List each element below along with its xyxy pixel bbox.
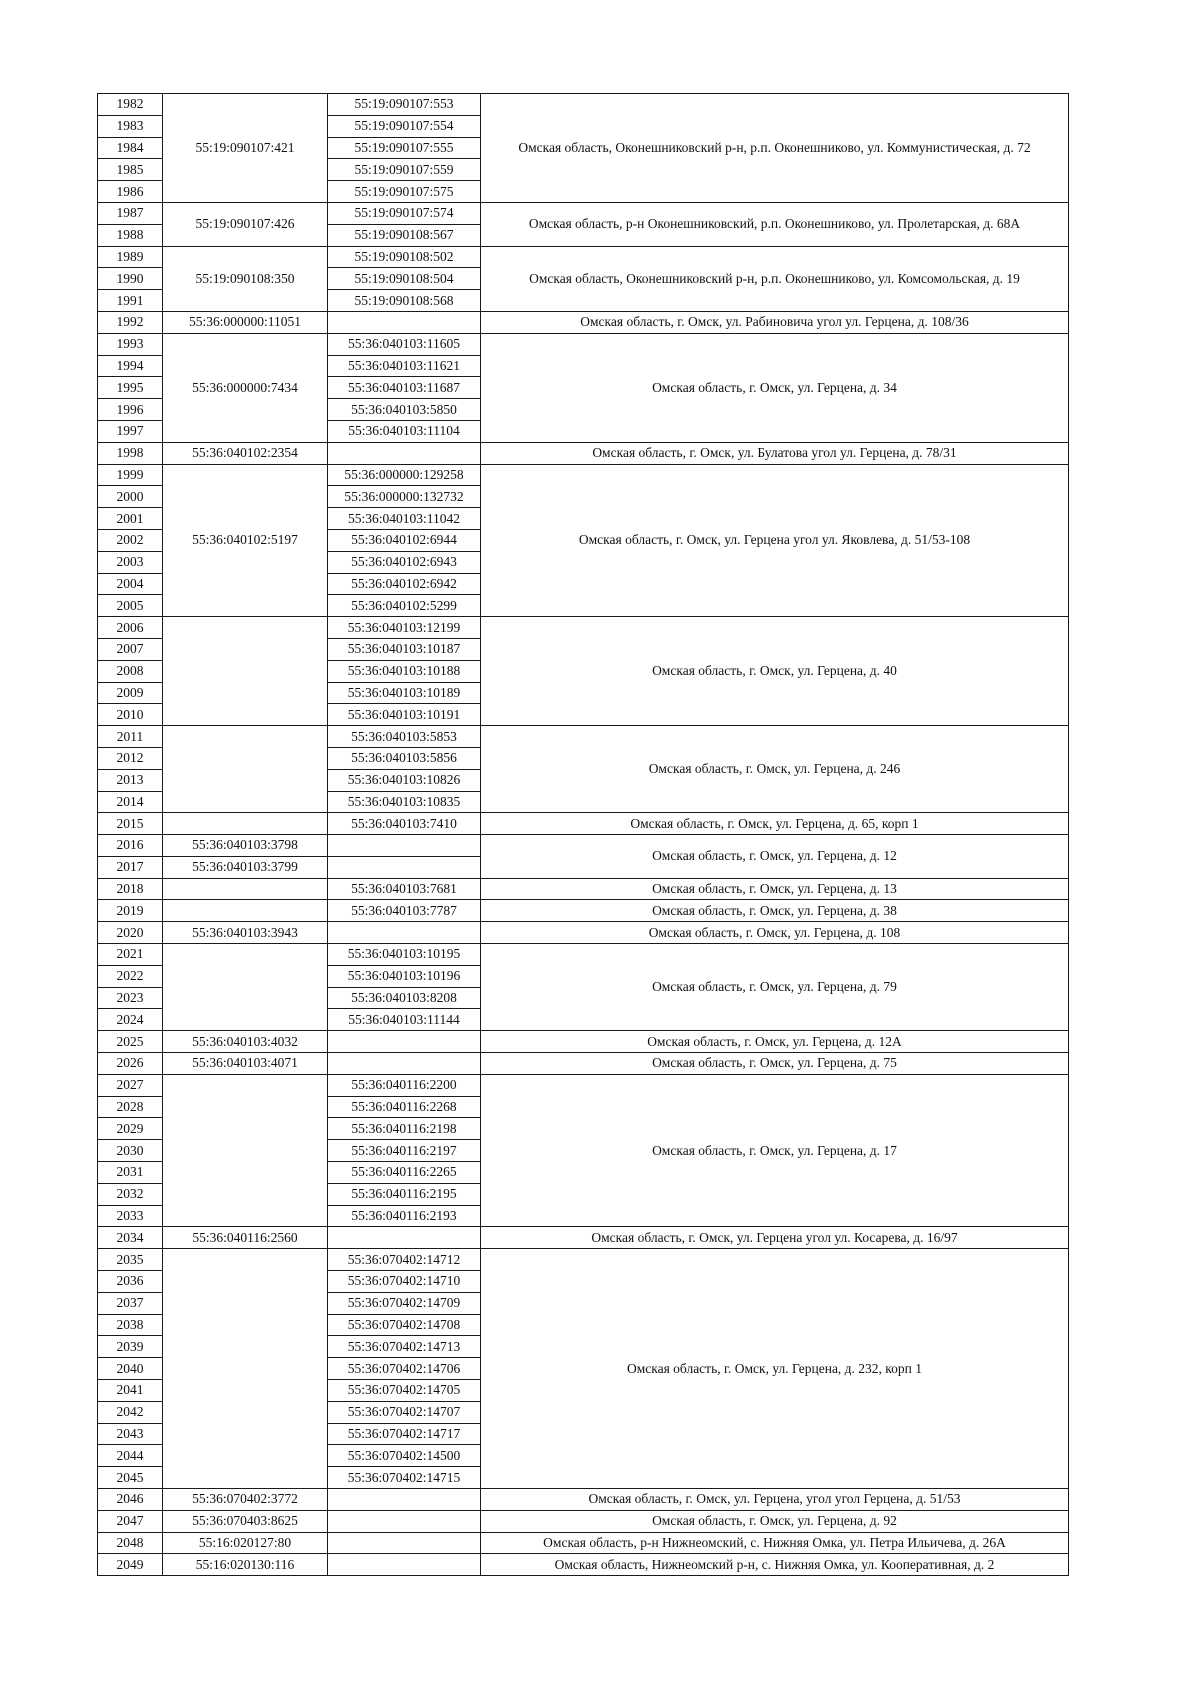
cadastral-number-cell [163,1074,328,1227]
row-number-cell: 2030 [98,1140,163,1162]
table-row [98,202,1069,224]
row-number-cell: 2041 [98,1380,163,1402]
cadastral-number-cell [163,878,328,900]
premises-cadastral-number-cell: 55:36:040116:2193 [328,1205,481,1227]
row-number-cell: 2037 [98,1292,163,1314]
premises-cadastral-number-cell: 55:36:040103:10187 [328,638,481,660]
row-number-cell: 2027 [98,1074,163,1096]
address-cell: Омская область, г. Омск, ул. Герцена, д. 92 [481,1510,1069,1532]
row-number-cell: 2049 [98,1554,163,1576]
row-number-cell: 2045 [98,1467,163,1489]
cadastral-number-cell: 55:36:040103:3798 [163,835,328,857]
row-number-cell: 2043 [98,1423,163,1445]
address-cell: Омская область, г. Омск, ул. Герцена, д. 17 [481,1074,1069,1227]
cadastral-number-cell [163,900,328,922]
address-cell: Омская область, г. Омск, ул. Герцена угол ул. Косарева, д. 16/97 [481,1227,1069,1249]
address-cell: Омская область, Нижнеомский р-н, с. Нижняя Омка, ул. Кооперативная, д. 2 [481,1554,1069,1576]
premises-cadastral-number-cell: 55:19:090107:575 [328,181,481,203]
address-cell: Омская область, р-н Оконешниковский, р.п. Оконешниково, ул. Пролетарская, д. 68А [481,202,1069,246]
premises-cadastral-number-cell: 55:36:040103:10195 [328,944,481,966]
row-number-cell: 2019 [98,900,163,922]
address-cell: Омская область, г. Омск, ул. Герцена, д. 79 [481,944,1069,1031]
row-number-cell: 2008 [98,660,163,682]
row-number-cell: 2015 [98,813,163,835]
row-number-cell: 2024 [98,1009,163,1031]
address-cell: Омская область, г. Омск, ул. Герцена, д. 232, корп 1 [481,1249,1069,1489]
row-number-cell: 2036 [98,1271,163,1293]
row-number-cell: 1987 [98,202,163,224]
premises-cadastral-number-cell: 55:36:040103:12199 [328,617,481,639]
cadastral-number-cell: 55:36:000000:11051 [163,311,328,333]
premises-cadastral-number-cell: 55:36:000000:132732 [328,486,481,508]
row-number-cell: 1986 [98,181,163,203]
premises-cadastral-number-cell: 55:36:070402:14706 [328,1358,481,1380]
row-number-cell: 2018 [98,878,163,900]
address-cell: Омская область, г. Омск, ул. Герцена, д. 108 [481,922,1069,944]
row-number-cell: 2039 [98,1336,163,1358]
row-number-cell: 2012 [98,747,163,769]
row-number-cell: 2021 [98,944,163,966]
row-number-cell: 2042 [98,1401,163,1423]
premises-cadastral-number-cell: 55:19:090107:553 [328,94,481,116]
premises-cadastral-number-cell [328,922,481,944]
cadastral-number-cell: 55:19:090108:350 [163,246,328,311]
table-row [98,1532,1069,1554]
row-number-cell: 2032 [98,1183,163,1205]
premises-cadastral-number-cell: 55:36:040103:11605 [328,333,481,355]
row-number-cell: 2003 [98,551,163,573]
cadastral-number-cell [163,1249,328,1489]
cadastral-number-cell [163,813,328,835]
table-row [98,1053,1069,1075]
cadastral-number-cell: 55:36:070403:8625 [163,1510,328,1532]
premises-cadastral-number-cell [328,1053,481,1075]
row-number-cell: 2031 [98,1162,163,1184]
registry-table [97,93,1069,1576]
row-number-cell: 2046 [98,1489,163,1511]
premises-cadastral-number-cell: 55:19:090108:567 [328,224,481,246]
cadastral-number-cell: 55:16:020127:80 [163,1532,328,1554]
premises-cadastral-number-cell: 55:19:090108:502 [328,246,481,268]
table-row [98,333,1069,355]
premises-cadastral-number-cell: 55:36:040103:10196 [328,965,481,987]
address-cell: Омская область, г. Омск, ул. Герцена, угол угол Герцена, д. 51/53 [481,1489,1069,1511]
premises-cadastral-number-cell: 55:36:040103:10191 [328,704,481,726]
table-row [98,246,1069,268]
cadastral-number-cell: 55:19:090107:421 [163,94,328,203]
premises-cadastral-number-cell [328,1554,481,1576]
table-row [98,311,1069,333]
premises-cadastral-number-cell: 55:36:040102:6943 [328,551,481,573]
row-number-cell: 1995 [98,377,163,399]
row-number-cell: 2004 [98,573,163,595]
address-cell: Омская область, г. Омск, ул. Рабиновича угол ул. Герцена, д. 108/36 [481,311,1069,333]
premises-cadastral-number-cell [328,1227,481,1249]
row-number-cell: 1998 [98,442,163,464]
table-row [98,726,1069,748]
cadastral-number-cell [163,944,328,1031]
table-row [98,1227,1069,1249]
row-number-cell: 1984 [98,137,163,159]
row-number-cell: 1992 [98,311,163,333]
cadastral-number-cell: 55:36:040103:3943 [163,922,328,944]
premises-cadastral-number-cell: 55:19:090107:554 [328,115,481,137]
row-number-cell: 2038 [98,1314,163,1336]
row-number-cell: 2002 [98,529,163,551]
row-number-cell: 2047 [98,1510,163,1532]
row-number-cell: 2034 [98,1227,163,1249]
premises-cadastral-number-cell: 55:36:040103:5856 [328,747,481,769]
premises-cadastral-number-cell: 55:36:040116:2198 [328,1118,481,1140]
premises-cadastral-number-cell: 55:19:090107:559 [328,159,481,181]
premises-cadastral-number-cell: 55:36:040103:7681 [328,878,481,900]
row-number-cell: 2017 [98,856,163,878]
premises-cadastral-number-cell: 55:36:070402:14705 [328,1380,481,1402]
premises-cadastral-number-cell [328,856,481,878]
premises-cadastral-number-cell [328,1510,481,1532]
row-number-cell: 1991 [98,290,163,312]
row-number-cell: 2044 [98,1445,163,1467]
table-row [98,1554,1069,1576]
cadastral-number-cell: 55:36:040116:2560 [163,1227,328,1249]
row-number-cell: 2035 [98,1249,163,1271]
premises-cadastral-number-cell: 55:19:090108:504 [328,268,481,290]
row-number-cell: 2020 [98,922,163,944]
row-number-cell: 1982 [98,94,163,116]
address-cell: Омская область, г. Омск, ул. Герцена угол ул. Яковлева, д. 51/53-108 [481,464,1069,617]
table-row [98,922,1069,944]
premises-cadastral-number-cell: 55:36:000000:129258 [328,464,481,486]
premises-cadastral-number-cell: 55:36:040103:7787 [328,900,481,922]
table-row [98,1249,1069,1271]
cadastral-number-cell: 55:36:040103:3799 [163,856,328,878]
row-number-cell: 2016 [98,835,163,857]
premises-cadastral-number-cell: 55:36:070402:14708 [328,1314,481,1336]
row-number-cell: 2022 [98,965,163,987]
premises-cadastral-number-cell: 55:36:040103:10826 [328,769,481,791]
premises-cadastral-number-cell: 55:36:070402:14717 [328,1423,481,1445]
premises-cadastral-number-cell: 55:36:040116:2195 [328,1183,481,1205]
premises-cadastral-number-cell: 55:19:090107:555 [328,137,481,159]
premises-cadastral-number-cell: 55:36:040103:11621 [328,355,481,377]
row-number-cell: 1989 [98,246,163,268]
premises-cadastral-number-cell: 55:36:070402:14715 [328,1467,481,1489]
premises-cadastral-number-cell: 55:36:070402:14713 [328,1336,481,1358]
premises-cadastral-number-cell: 55:36:040103:10188 [328,660,481,682]
cadastral-number-cell: 55:36:040103:4032 [163,1031,328,1053]
row-number-cell: 2029 [98,1118,163,1140]
address-cell: Омская область, г. Омск, ул. Герцена, д. 75 [481,1053,1069,1075]
premises-cadastral-number-cell [328,1532,481,1554]
premises-cadastral-number-cell: 55:36:070402:14710 [328,1271,481,1293]
premises-cadastral-number-cell: 55:36:040102:6942 [328,573,481,595]
premises-cadastral-number-cell: 55:36:040103:7410 [328,813,481,835]
row-number-cell: 2000 [98,486,163,508]
address-cell: Омская область, г. Омск, ул. Герцена, д. 40 [481,617,1069,726]
address-cell: Омская область, г. Омск, ул. Герцена, д. 12А [481,1031,1069,1053]
row-number-cell: 1996 [98,399,163,421]
row-number-cell: 1983 [98,115,163,137]
cadastral-number-cell: 55:19:090107:426 [163,202,328,246]
cadastral-number-cell: 55:36:070402:3772 [163,1489,328,1511]
table-row [98,1510,1069,1532]
table-row [98,1031,1069,1053]
row-number-cell: 2028 [98,1096,163,1118]
row-number-cell: 1990 [98,268,163,290]
premises-cadastral-number-cell: 55:36:070402:14712 [328,1249,481,1271]
row-number-cell: 2033 [98,1205,163,1227]
cadastral-number-cell: 55:36:000000:7434 [163,333,328,442]
table-row [98,617,1069,639]
premises-cadastral-number-cell: 55:36:040103:5850 [328,399,481,421]
address-cell: Омская область, г. Омск, ул. Герцена, д. 12 [481,835,1069,879]
table-row [98,1074,1069,1096]
registry-table-body [98,94,1069,1576]
table-row [98,878,1069,900]
row-number-cell: 1999 [98,464,163,486]
row-number-cell: 1997 [98,420,163,442]
table-row [98,835,1069,857]
row-number-cell: 2001 [98,508,163,530]
row-number-cell: 2011 [98,726,163,748]
premises-cadastral-number-cell: 55:36:070402:14500 [328,1445,481,1467]
row-number-cell: 1993 [98,333,163,355]
premises-cadastral-number-cell: 55:36:040102:5299 [328,595,481,617]
premises-cadastral-number-cell: 55:36:040103:10189 [328,682,481,704]
premises-cadastral-number-cell: 55:19:090107:574 [328,202,481,224]
row-number-cell: 2013 [98,769,163,791]
table-row [98,1489,1069,1511]
table-row [98,442,1069,464]
premises-cadastral-number-cell: 55:36:040116:2268 [328,1096,481,1118]
premises-cadastral-number-cell: 55:36:040103:11104 [328,420,481,442]
address-cell: Омская область, Оконешниковский р-н, р.п. Оконешниково, ул. Коммунистическая, д. 72 [481,94,1069,203]
row-number-cell: 2006 [98,617,163,639]
premises-cadastral-number-cell: 55:36:040102:6944 [328,529,481,551]
row-number-cell: 2007 [98,638,163,660]
premises-cadastral-number-cell: 55:36:040103:5853 [328,726,481,748]
cadastral-number-cell [163,617,328,726]
premises-cadastral-number-cell: 55:36:070402:14707 [328,1401,481,1423]
premises-cadastral-number-cell [328,1489,481,1511]
premises-cadastral-number-cell: 55:19:090108:568 [328,290,481,312]
table-row [98,900,1069,922]
premises-cadastral-number-cell: 55:36:040116:2197 [328,1140,481,1162]
table-row [98,813,1069,835]
row-number-cell: 2009 [98,682,163,704]
premises-cadastral-number-cell: 55:36:040116:2265 [328,1162,481,1184]
premises-cadastral-number-cell: 55:36:040103:11687 [328,377,481,399]
row-number-cell: 2010 [98,704,163,726]
premises-cadastral-number-cell: 55:36:070402:14709 [328,1292,481,1314]
address-cell: Омская область, р-н Нижнеомский, с. Нижняя Омка, ул. Петра Ильичева, д. 26А [481,1532,1069,1554]
address-cell: Омская область, г. Омск, ул. Герцена, д. 34 [481,333,1069,442]
cadastral-number-cell [163,726,328,813]
table-row [98,94,1069,116]
row-number-cell: 2005 [98,595,163,617]
premises-cadastral-number-cell [328,442,481,464]
row-number-cell: 2023 [98,987,163,1009]
premises-cadastral-number-cell: 55:36:040103:8208 [328,987,481,1009]
row-number-cell: 2048 [98,1532,163,1554]
premises-cadastral-number-cell [328,835,481,857]
address-cell: Омская область, г. Омск, ул. Герцена, д. 246 [481,726,1069,813]
row-number-cell: 1985 [98,159,163,181]
premises-cadastral-number-cell: 55:36:040116:2200 [328,1074,481,1096]
premises-cadastral-number-cell: 55:36:040103:11042 [328,508,481,530]
premises-cadastral-number-cell [328,1031,481,1053]
premises-cadastral-number-cell [328,311,481,333]
row-number-cell: 2026 [98,1053,163,1075]
address-cell: Омская область, г. Омск, ул. Булатова угол ул. Герцена, д. 78/31 [481,442,1069,464]
row-number-cell: 2014 [98,791,163,813]
premises-cadastral-number-cell: 55:36:040103:11144 [328,1009,481,1031]
table-row [98,464,1069,486]
cadastral-number-cell: 55:36:040102:2354 [163,442,328,464]
address-cell: Омская область, Оконешниковский р-н, р.п. Оконешниково, ул. Комсомольская, д. 19 [481,246,1069,311]
premises-cadastral-number-cell: 55:36:040103:10835 [328,791,481,813]
row-number-cell: 1994 [98,355,163,377]
cadastral-number-cell: 55:36:040103:4071 [163,1053,328,1075]
address-cell: Омская область, г. Омск, ул. Герцена, д. 65, корп 1 [481,813,1069,835]
address-cell: Омская область, г. Омск, ул. Герцена, д. 38 [481,900,1069,922]
cadastral-number-cell: 55:36:040102:5197 [163,464,328,617]
row-number-cell: 2040 [98,1358,163,1380]
table-row [98,944,1069,966]
row-number-cell: 1988 [98,224,163,246]
row-number-cell: 2025 [98,1031,163,1053]
address-cell: Омская область, г. Омск, ул. Герцена, д. 13 [481,878,1069,900]
cadastral-number-cell: 55:16:020130:116 [163,1554,328,1576]
